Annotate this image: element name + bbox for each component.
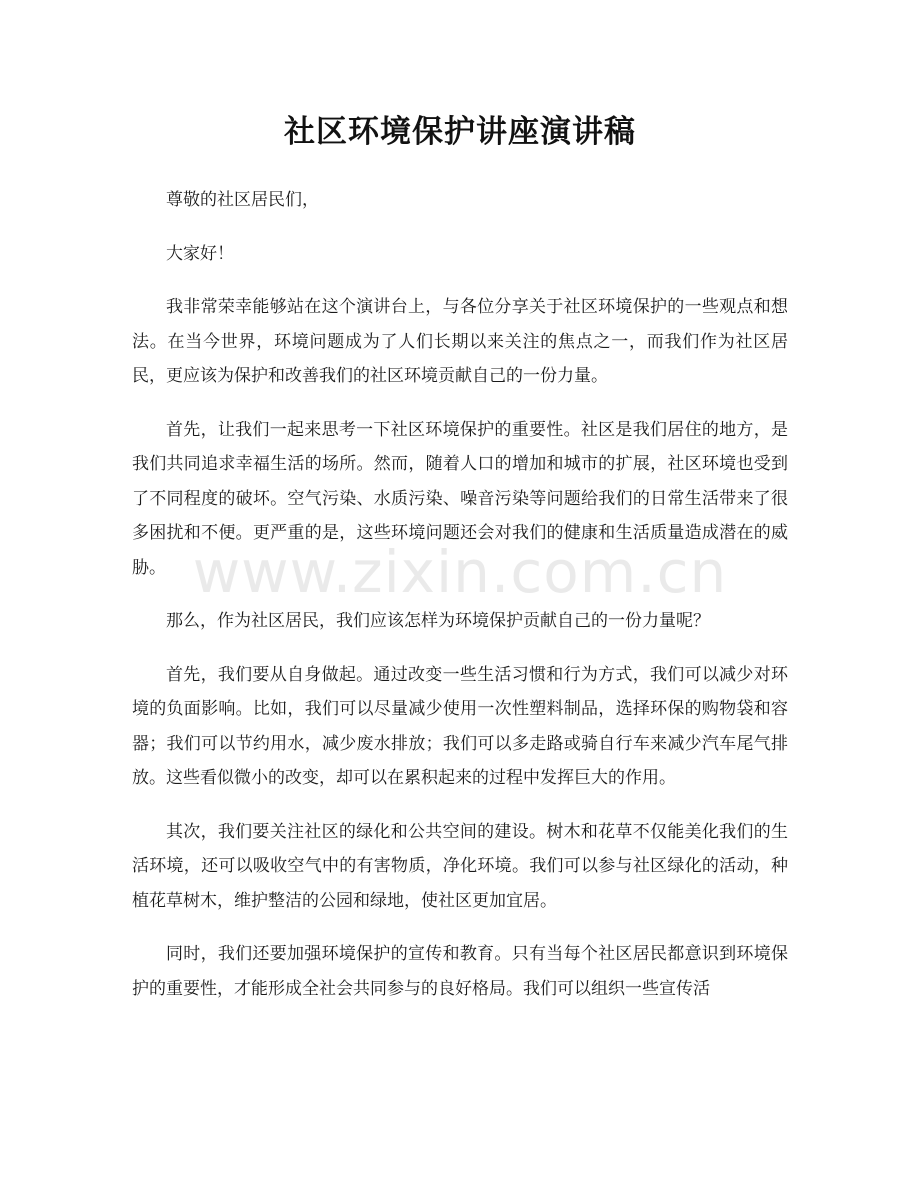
document-title: 社区环境保护讲座演讲稿	[284, 114, 636, 150]
paragraph-salutation: 尊敬的社区居民们，	[166, 190, 319, 210]
watermark: www.zixin.com.cn	[192, 538, 728, 606]
paragraph-personal-action: 首先，我们要从自身做起。通过改变一些生活习惯和行为方式，我们可以减少对环境的负面影响。比如，我们可以尽量减少使用一次性塑料制品，选择环保的购物袋和容器；我们可以节约用水，减少废水排放；我们可以多走路或骑自行车来减少汽车尾气排放。这些看似微小的改变，却可以在累积起来的过程中发挥巨大的作用。	[132, 664, 788, 788]
paragraph-greeting: 大家好！	[166, 243, 234, 264]
paragraph-question: 那么，作为社区居民，我们应该怎样为环境保护贡献自己的一份力量呢？	[166, 611, 710, 631]
paragraph-greening: 其次，我们要关注社区的绿化和公共空间的建设。树木和花草不仅能美化我们的生活环境，还可以吸收空气中的有害物质，净化环境。我们可以参与社区绿化的活动，种植花草树木，维护整洁的公园和绿地，使社区更加宜居。	[132, 821, 788, 911]
paragraph-education: 同时，我们还要加强环境保护的宣传和教育。只有当每个社区居民都意识到环境保护的重要性，才能形成全社会共同参与的良好格局。我们可以组织一些宣传活	[132, 944, 788, 999]
document-body	[132, 183, 788, 1025]
paragraph-importance: 首先，让我们一起来思考一下社区环境保护的重要性。社区是我们居住的地方，是我们共同追求幸福生活的场所。然而，随着人口的增加和城市的扩展，社区环境也受到了不同程度的破坏。空气污染、水质污染、噪音污染等问题给我们的日常生活带来了很多困扰和不便。更严重的是，这些环境问题还会对我们的健康和生活质量造成潜在的威胁。	[132, 419, 788, 578]
paragraph-introduction: 我非常荣幸能够站在这个演讲台上，与各位分享关于社区环境保护的一些观点和想法。在当今世界，环境问题成为了人们长期以来关注的焦点之一，而我们作为社区居民，更应该为保护和改善我们的社区环境贡献自己的一份力量。	[132, 297, 788, 386]
